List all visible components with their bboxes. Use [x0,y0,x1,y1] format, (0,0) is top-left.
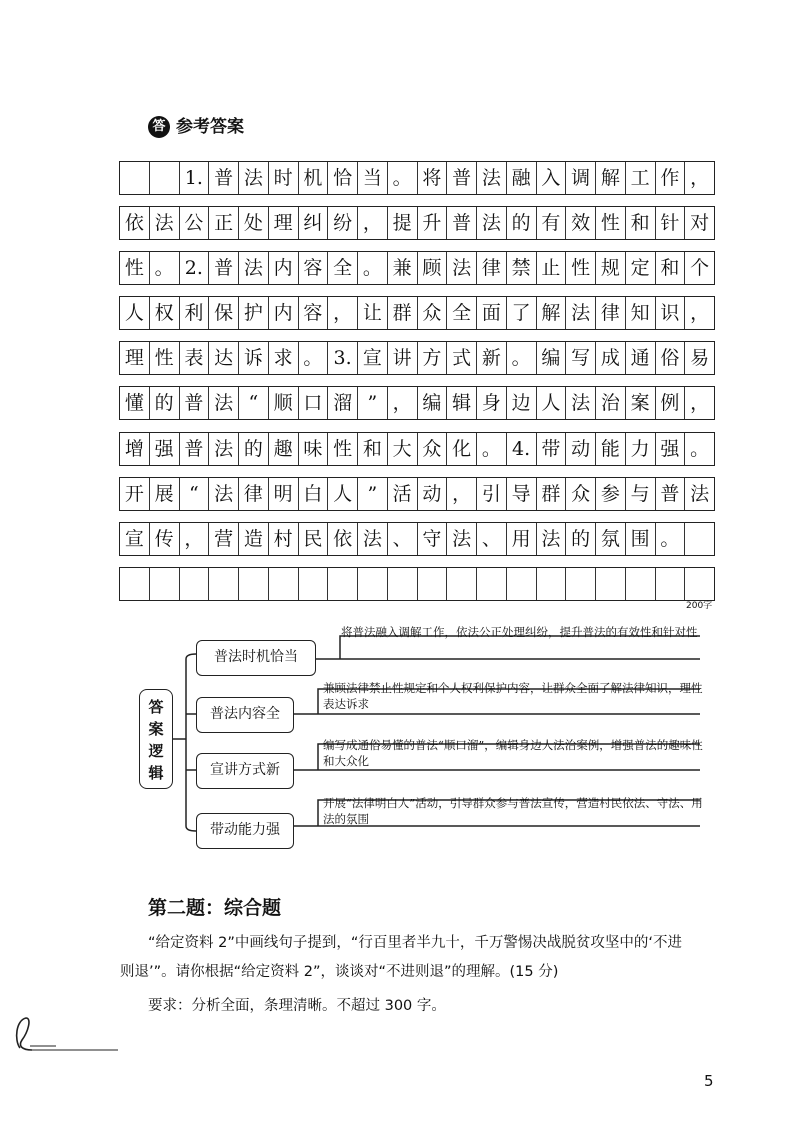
grid-cell: 有 [537,207,567,239]
grid-cell: 开 [120,478,150,510]
grid-cell: 人 [537,387,567,419]
grid-cell: 作 [656,162,686,194]
grid-cell: 展 [150,478,180,510]
grid-cell: 性 [566,252,596,284]
grid-cell: 口 [299,387,329,419]
grid-cell: 成 [596,342,626,374]
grid-cell: 。 [477,433,507,465]
grid-cell: 俗 [656,342,686,374]
grid-cell: 知 [626,297,656,329]
grid-cell: 依 [120,207,150,239]
grid-cell: 恰 [328,162,358,194]
grid-cell: ， [388,387,418,419]
grid-cell: 白 [299,478,329,510]
grid-cell: 处 [239,207,269,239]
grid-cell: 带 [537,433,567,465]
grid-cell: 法 [477,162,507,194]
grid-cell: 公 [180,207,210,239]
grid-cell: 定 [626,252,656,284]
grid-cell: 群 [537,478,567,510]
grid-cell: 当 [358,162,388,194]
grid-cell: 内 [269,252,299,284]
grid-cell: 动 [418,478,448,510]
grid-cell: 性 [596,207,626,239]
grid-cell: 用 [507,523,537,555]
grid-cell: ， [690,392,710,414]
grid-cell: 身 [477,387,507,419]
grid-cell: 案 [626,387,656,419]
grid-cell: 工 [626,162,656,194]
grid-cell: 、 [388,523,418,555]
grid-cell: 识 [656,297,686,329]
grid-cell: ， [447,478,477,510]
grid-cell: 全 [447,297,477,329]
grid-cell: 。 [358,252,388,284]
grid-cell: ， [328,297,358,329]
grid-cell: 民 [299,523,329,555]
grid-cell: 律 [477,252,507,284]
question2-requirement: 要求：分析全面，条理清晰。不超过 300 字。 [148,998,446,1014]
branch-box-1: 普法时机恰当 [196,640,316,676]
grid-cell: 。 [299,342,329,374]
grid-cell: 的 [239,433,269,465]
grid-cell: 味 [299,433,329,465]
grid-cell: 式 [447,342,477,374]
grid-cell: 普 [209,162,239,194]
grid-cell: 新 [477,342,507,374]
branch-box-2: 普法内容全 [196,697,294,733]
grid-cell: 表 [180,342,210,374]
grid-cell: 法 [477,207,507,239]
grid-cell: 营 [209,523,239,555]
grid-cell: 引 [477,478,507,510]
grid-cell: 理 [120,342,150,374]
mindmap-root [139,689,173,789]
grid-cell: 针 [656,207,686,239]
grid-cell: 法 [209,478,239,510]
grid-cell: 保 [209,297,239,329]
grid-cell: 法 [150,207,180,239]
grid-cell: 法 [566,387,596,419]
grid-cell: 力 [626,433,656,465]
grid-cell: 性 [150,342,180,374]
grid-cell: 将 [418,162,448,194]
grid-cell: 止 [537,252,567,284]
grid-cell: 护 [239,297,269,329]
grid-cell: 活 [388,478,418,510]
grid-cell: 法 [239,162,269,194]
grid-cell: 面 [477,297,507,329]
grid-cell: 氛 [596,523,626,555]
grid-cell: 、 [477,523,507,555]
grid-cell: 顺 [269,387,299,419]
grid-cell: 众 [566,478,596,510]
grid-cell: 效 [566,207,596,239]
grid-cell: 写 [566,342,596,374]
grid-cell: 利 [180,297,210,329]
connector-trunk [173,659,186,826]
grid-cell: 规 [596,252,626,284]
grid-cell: ， [690,302,710,324]
connector-1 [186,654,196,659]
grid-cell: 诉 [239,342,269,374]
grid-cell: 普 [447,162,477,194]
grid-cell: 权 [150,297,180,329]
grid-cell: 普 [656,478,686,510]
grid-cell: 宣 [358,342,388,374]
grid-cell: 全 [328,252,358,284]
grid-cell: 普 [209,252,239,284]
grid-cell: ” [358,478,388,510]
grid-cell: 提 [388,207,418,239]
grid-cell: 的 [507,207,537,239]
grid-cell: 时 [269,162,299,194]
branch-desc-2: 兼顾法律禁止性规定和个人权利保护内容，让群众全面了解法律知识，理性表达诉求 [323,681,703,711]
grid-cell: 法 [447,523,477,555]
branch-box-3: 宣讲方式新 [196,753,294,789]
grid-cell: 传 [150,523,180,555]
grid-cell: 性 [328,433,358,465]
grid-cell: 求 [269,342,299,374]
grid-cell: 边 [507,387,537,419]
grid-cell: 人 [120,297,150,329]
grid-cell: 编 [418,387,448,419]
question2-line1: “给定资料 2”中画线句子提到，“行百里者半九十，千万警惕决战脱贫攻坚中的‘不进 [148,935,682,951]
grid-cell: 解 [537,297,567,329]
pen-note-icon [0,1010,130,1060]
branch-desc-4: 开展“法律明白人”活动，引导群众参与普法宣传，营造村民依法、守法、用法的氛围 [323,796,703,826]
grid-cell: “ [239,387,269,419]
grid-cell: 人 [328,478,358,510]
word-count-label: 200字 [686,601,713,611]
grid-cell: 理 [269,207,299,239]
grid-cell: 机 [299,162,329,194]
grid-cell: 依 [328,523,358,555]
grid-cell: ， [358,207,388,239]
answer-icon: 答 [148,116,170,138]
grid-cell: 升 [418,207,448,239]
mindmap-root-label: 答案逻辑 [148,698,164,782]
connector-4 [186,826,196,831]
grid-cell: 性 [120,252,150,284]
grid-cell: 群 [388,297,418,329]
grid-cell: 了 [507,297,537,329]
grid-cell: 兼 [388,252,418,284]
grid-cell: 众 [418,433,448,465]
grid-cell: 和 [626,207,656,239]
branch-box-4: 带动能力强 [196,813,294,849]
grid-cell: 化 [447,433,477,465]
grid-cell: 与 [626,478,656,510]
grid-cell: 和 [358,433,388,465]
grid-cell: 动 [566,433,596,465]
grid-cell: 例 [656,387,686,419]
grid-cell: 讲 [388,342,418,374]
grid-cell: 围 [626,523,656,555]
grid-cell: 个 [690,257,710,279]
grid-cell: 明 [269,478,299,510]
grid-cell: 法 [566,297,596,329]
grid-cell: 入 [537,162,567,194]
grid-cell: 的 [150,387,180,419]
grid-cell: 和 [656,252,686,284]
grid-cell: 懂 [120,387,150,419]
grid-cell: 大 [388,433,418,465]
grid-cell: 容 [299,252,329,284]
grid-cell: 法 [209,433,239,465]
grid-cell: 解 [596,162,626,194]
grid-cell: 容 [299,297,329,329]
grid-cell: 法 [358,523,388,555]
grid-cell: 辑 [447,387,477,419]
grid-cell: 。 [150,252,180,284]
grid-cell: 纷 [328,207,358,239]
grid-cell: 融 [507,162,537,194]
grid-cell: ” [358,387,388,419]
grid-cell: 众 [418,297,448,329]
grid-cell: 。 [656,523,686,555]
grid-cell: 能 [596,433,626,465]
grid-cell: 法 [537,523,567,555]
grid-cell: 宣 [120,523,150,555]
grid-cell: 4. [507,433,537,465]
grid-cell: 易 [690,347,710,369]
section-heading: 参考答案 [176,117,244,137]
grid-cell: 普 [180,387,210,419]
grid-cell: 增 [120,433,150,465]
grid-cell: 强 [150,433,180,465]
question2-title: 第二题：综合题 [148,897,282,919]
grid-cell: 让 [358,297,388,329]
page-number: 5 [704,1072,714,1090]
branch-desc-3: 编写成通俗易懂的普法“顺口溜”，编辑身边人法治案例，增强普法的趣味性和大众化 [323,738,703,768]
grid-cell: 1. [180,162,210,194]
grid-cell: 守 [418,523,448,555]
grid-cell: 调 [566,162,596,194]
grid-cell: 治 [596,387,626,419]
grid-cell: ， [690,167,710,189]
grid-cell: 趣 [269,433,299,465]
grid-cell: 律 [239,478,269,510]
grid-cell: 法 [239,252,269,284]
grid-cell: 法 [690,483,710,505]
grid-cell: 参 [596,478,626,510]
grid-cell: 法 [447,252,477,284]
grid-cell: 普 [180,433,210,465]
grid-cell: 。 [690,438,710,460]
grid-cell: 溜 [328,387,358,419]
question2-line2: 则退’”。请你根据“给定资料 2”，谈谈对“不进则退”的理解。(15 分) [120,964,559,980]
grid-cell: 的 [566,523,596,555]
grid-cell: 禁 [507,252,537,284]
grid-cell: 顾 [418,252,448,284]
grid-cell: 村 [269,523,299,555]
grid-cell: 法 [209,387,239,419]
grid-cell: 达 [209,342,239,374]
grid-cell: 内 [269,297,299,329]
grid-cell: “ [180,478,210,510]
grid-cell: 普 [447,207,477,239]
grid-cell: 强 [656,433,686,465]
grid-cell: 2. [180,252,210,284]
branch-desc-1: 将普法融入调解工作，依法公正处理纠纷，提升普法的有效性和针对性 [341,625,698,639]
grid-cell: 纠 [299,207,329,239]
grid-cell: 正 [209,207,239,239]
grid-cell: 。 [388,162,418,194]
grid-cell: 3. [328,342,358,374]
grid-cell: 通 [626,342,656,374]
grid-cell: 编 [537,342,567,374]
grid-cell: 律 [596,297,626,329]
grid-cell: 导 [507,478,537,510]
grid-cell: 。 [507,342,537,374]
grid-cell: ， [180,523,210,555]
grid-cell: 造 [239,523,269,555]
grid-cell: 方 [418,342,448,374]
grid-cell: 对 [690,212,710,234]
